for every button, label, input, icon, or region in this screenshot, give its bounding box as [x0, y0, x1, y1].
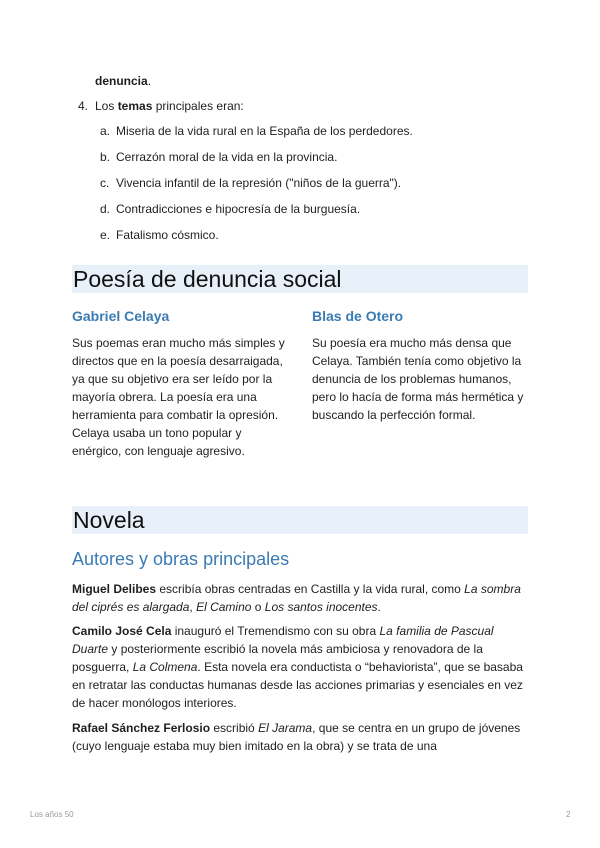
- page-number: 2: [566, 810, 571, 819]
- author-name: Miguel Delibes: [72, 582, 157, 596]
- footer-title: Los años 50: [30, 810, 74, 819]
- list-item: c. Vivencia infantil de la represión ("niños de la guerra").: [100, 176, 402, 190]
- paragraph-cela: Camilo José Cela inauguró el Tremendismo con su obra La familia de Pascual Duarte y posteriormente escribió la novela más ambiciosa y renovadora de la posguerra, La Colmena. Esta novela era conductista o “behaviorista”, que se basaba en retratar las conductas humanas desde las acciones primarias y esenciales en vez de hacer monólogos interiores.: [72, 624, 523, 710]
- bold-term: temas: [117, 99, 153, 113]
- list-item: e. Fatalismo cósmico.: [100, 228, 219, 242]
- work-title: Los santos inocentes: [264, 600, 378, 614]
- list-item-4: 4. Los temas principales eran:: [78, 99, 244, 113]
- author-heading: Gabriel Celaya: [72, 308, 170, 324]
- author-description: Sus poemas eran mucho más simples y directos que en la poesía desarraigada, ya que su objetivo era ser leído por la mayoría obrera. La poesía era una herramienta para combatir la opresión. Celaya usaba un tono popular y enérgico, con lenguaje agresivo.: [72, 336, 285, 458]
- work-title: El Jarama: [258, 721, 313, 735]
- work-title: La sombra del ciprés es alargada: [72, 582, 521, 614]
- section-heading-poesia: Poesía de denuncia social: [72, 265, 528, 293]
- themes-sublist: [100, 124, 413, 254]
- author-name: Camilo José Cela: [72, 624, 172, 638]
- list-item: b. Cerrazón moral de la vida en la provincia.: [100, 150, 338, 164]
- column-otero: [312, 308, 527, 424]
- work-title: El Camino: [196, 600, 252, 614]
- paragraph-ferlosio: Rafael Sánchez Ferlosio escribió El Jarama, que se centra en un grupo de jóvenes (cuyo lenguaje estaba muy bien imitado en la obra) y se trata de una: [72, 721, 521, 753]
- work-title: La Colmena: [132, 660, 198, 674]
- list-item: d. Contradicciones e hipocresía de la burguesía.: [100, 202, 361, 216]
- column-celaya: [72, 308, 287, 460]
- bold-term: denuncia: [95, 74, 148, 88]
- paragraph-delibes: Miguel Delibes escribía obras centradas en Castilla y la vida rural, como La sombra del ciprés es alargada, El Camino o Los santos inocentes.: [72, 582, 521, 614]
- list-continuation: denuncia.: [95, 74, 152, 88]
- author-description: Su poesía era mucho más densa que Celaya. También tenía como objetivo la denuncia de los problemas humanos, pero lo hacía de forma más hermética y buscando la perfección formal.: [312, 336, 524, 422]
- author-heading: Blas de Otero: [312, 308, 404, 324]
- list-item: a. Miseria de la vida rural en la España de los perdedores.: [100, 124, 413, 138]
- list-number: 4.: [78, 99, 89, 113]
- section-heading-novela: Novela: [72, 506, 528, 534]
- subsection-heading: Autores y obras principales: [72, 549, 290, 569]
- work-title: La familia de Pascual Duarte: [72, 624, 494, 656]
- author-name: Rafael Sánchez Ferlosio: [72, 721, 211, 735]
